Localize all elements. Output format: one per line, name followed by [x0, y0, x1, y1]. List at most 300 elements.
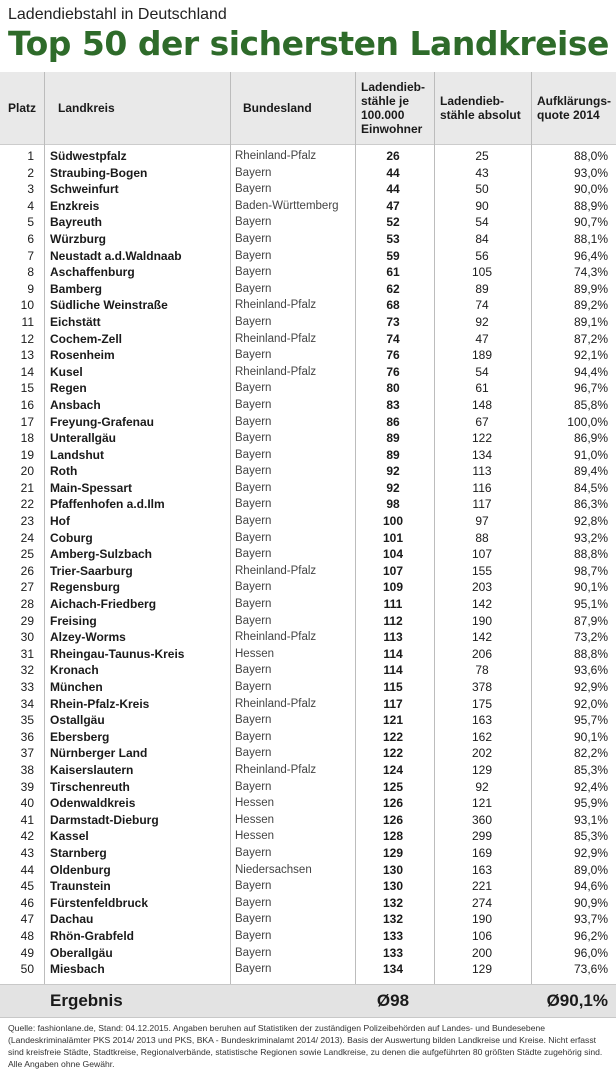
cell-absolut: 203 [471, 580, 493, 595]
cell-quote: 90,7% [573, 215, 608, 230]
cell-rate: 44 [386, 165, 400, 180]
cell-landkreis: Roth [50, 464, 78, 479]
cell-rate: 121 [382, 713, 404, 728]
cell-absolut: 200 [471, 945, 493, 960]
cell-bundesland: Bayern [235, 714, 272, 727]
cell-absolut: 50 [475, 182, 489, 197]
cell-platz: 8 [27, 265, 34, 280]
cell-bundesland: Bayern [235, 498, 272, 511]
cell-quote: 87,2% [573, 331, 608, 346]
cell-absolut: 89 [475, 281, 489, 296]
table-row [0, 845, 616, 862]
cell-rate: 80 [386, 381, 400, 396]
table-row [0, 347, 616, 364]
cell-bundesland: Bayern [235, 315, 272, 328]
cell-quote: 93,0% [573, 165, 608, 180]
cell-absolut: 122 [471, 431, 493, 446]
cell-bundesland: Bayern [235, 282, 272, 295]
cell-absolut: 113 [472, 464, 492, 479]
table-row [0, 281, 616, 298]
table-body [0, 148, 616, 978]
cell-bundesland: Bayern [235, 216, 272, 229]
cell-bundesland: Bayern [235, 448, 272, 461]
cell-landkreis: Bayreuth [50, 215, 103, 230]
table-row [0, 331, 616, 348]
cell-quote: 90,9% [573, 895, 608, 910]
table-row [0, 812, 616, 829]
cell-rate: 53 [386, 231, 400, 246]
cell-absolut: 61 [475, 381, 489, 396]
cell-landkreis: Traunstein [50, 879, 111, 894]
cell-landkreis: Odenwaldkreis [50, 796, 136, 811]
cell-quote: 90,1% [573, 580, 608, 595]
cell-platz: 26 [20, 563, 34, 578]
cell-landkreis: Schweinfurt [50, 182, 119, 197]
cell-platz: 3 [27, 182, 34, 197]
cell-bundesland: Bayern [235, 896, 272, 909]
table-row [0, 696, 616, 713]
summary-row [0, 984, 616, 1018]
table-row [0, 629, 616, 646]
cell-platz: 15 [20, 381, 34, 396]
cell-absolut: 105 [471, 265, 493, 280]
cell-landkreis: Pfaffenhofen a.d.Ilm [50, 497, 165, 512]
cell-bundesland: Bayern [235, 913, 272, 926]
table-row [0, 546, 616, 563]
cell-quote: 96,7% [573, 381, 608, 396]
cell-landkreis: Kusel [50, 364, 83, 379]
cell-quote: 84,5% [573, 480, 608, 495]
cell-bundesland: Baden-Württemberg [235, 199, 339, 212]
cell-landkreis: Neustadt a.d.Waldnaab [50, 248, 182, 263]
cell-rate: 111 [383, 597, 403, 612]
cell-quote: 89,0% [573, 862, 608, 877]
cell-absolut: 56 [475, 248, 489, 263]
table-row [0, 214, 616, 231]
table-row [0, 513, 616, 530]
cell-rate: 44 [386, 182, 400, 197]
cell-quote: 73,2% [573, 630, 608, 645]
cell-absolut: 163 [471, 862, 493, 877]
cell-bundesland: Rheinland-Pfalz [235, 564, 317, 577]
cell-platz: 50 [20, 962, 34, 977]
cell-absolut: 190 [471, 912, 493, 927]
cell-quote: 100,0% [567, 414, 608, 429]
cell-landkreis: Oldenburg [50, 862, 111, 877]
cell-rate: 129 [382, 845, 404, 860]
table-row [0, 364, 616, 381]
cell-bundesland: Bayern [235, 548, 272, 561]
cell-bundesland: Rheinland-Pfalz [235, 763, 317, 776]
cell-bundesland: Bayern [235, 963, 272, 976]
table-row [0, 911, 616, 928]
cell-rate: 114 [383, 663, 403, 678]
cell-landkreis: Hof [50, 514, 70, 529]
cell-bundesland: Rheinland-Pfalz [235, 631, 317, 644]
cell-bundesland: Bayern [235, 929, 272, 942]
cell-platz: 49 [20, 945, 34, 960]
cell-quote: 87,9% [573, 613, 608, 628]
cell-rate: 98 [386, 497, 400, 512]
table-row [0, 496, 616, 513]
cell-rate: 62 [386, 281, 400, 296]
cell-bundesland: Bayern [235, 382, 272, 395]
cell-landkreis: Rosenheim [50, 348, 115, 363]
cell-absolut: 84 [475, 231, 489, 246]
cell-absolut: 47 [475, 331, 489, 346]
table-row [0, 248, 616, 265]
cell-bundesland: Rheinland-Pfalz [235, 299, 317, 312]
cell-absolut: 221 [471, 879, 493, 894]
table-row [0, 729, 616, 746]
cell-bundesland: Rheinland-Pfalz [235, 365, 317, 378]
cell-landkreis: Aschaffenburg [50, 265, 135, 280]
cell-quote: 86,9% [573, 431, 608, 446]
cell-absolut: 90 [475, 198, 489, 213]
cell-rate: 128 [382, 829, 404, 844]
cell-platz: 22 [20, 497, 34, 512]
cell-landkreis: Oberallgäu [50, 945, 113, 960]
cell-platz: 21 [20, 480, 34, 495]
header-bundesland: Bundesland [243, 101, 312, 115]
cell-rate: 92 [386, 480, 400, 495]
cell-quote: 89,2% [573, 298, 608, 313]
cell-landkreis: Bamberg [50, 281, 103, 296]
table-row [0, 447, 616, 464]
cell-platz: 32 [20, 663, 34, 678]
header-rate: Ladendieb-stähle je 100.000 Einwohner [361, 80, 426, 136]
cell-platz: 28 [20, 597, 34, 612]
cell-quote: 89,9% [573, 281, 608, 296]
cell-rate: 86 [386, 414, 400, 429]
cell-quote: 93,1% [573, 812, 608, 827]
cell-bundesland: Bayern [235, 432, 272, 445]
cell-landkreis: München [50, 680, 103, 694]
cell-quote: 98,7% [573, 563, 608, 578]
cell-quote: 92,0% [573, 696, 608, 711]
header-landkreis: Landkreis [58, 101, 115, 115]
cell-rate: 100 [382, 514, 404, 529]
cell-absolut: 175 [471, 696, 493, 711]
table-row [0, 779, 616, 796]
cell-bundesland: Bayern [235, 349, 272, 362]
cell-bundesland: Bayern [235, 531, 272, 544]
table-row [0, 430, 616, 447]
cell-platz: 19 [20, 447, 34, 462]
cell-landkreis: Unterallgäu [50, 431, 117, 446]
cell-bundesland: Bayern [235, 780, 272, 793]
cell-quote: 90,0% [573, 182, 608, 197]
cell-rate: 47 [386, 198, 400, 213]
cell-landkreis: Trier-Saarburg [50, 563, 133, 578]
table-row [0, 762, 616, 779]
cell-absolut: 148 [471, 397, 493, 412]
cell-bundesland: Hessen [235, 797, 274, 810]
cell-quote: 92,8% [573, 514, 608, 529]
table-row [0, 380, 616, 397]
table-row [0, 530, 616, 547]
cell-rate: 104 [382, 547, 404, 562]
cell-platz: 35 [20, 713, 34, 728]
cell-landkreis: Amberg-Sulzbach [50, 547, 153, 562]
cell-platz: 48 [20, 928, 34, 943]
cell-rate: 26 [386, 149, 400, 163]
cell-absolut: 134 [471, 447, 493, 462]
cell-landkreis: Südwestpfalz [50, 149, 127, 163]
cell-rate: 133 [382, 945, 404, 960]
cell-platz: 31 [20, 646, 34, 661]
cell-bundesland: Hessen [235, 813, 274, 826]
cell-landkreis: Straubing-Bogen [50, 165, 148, 180]
cell-platz: 30 [20, 630, 34, 645]
cell-bundesland: Bayern [235, 249, 272, 262]
cell-landkreis: Aichach-Friedberg [50, 597, 157, 612]
cell-bundesland: Bayern [235, 880, 272, 893]
cell-bundesland: Bayern [235, 398, 272, 411]
table-row [0, 397, 616, 414]
cell-bundesland: Rheinland-Pfalz [235, 332, 317, 345]
cell-landkreis: Kaiserslautern [50, 762, 134, 777]
cell-quote: 88,8% [573, 646, 608, 661]
table-row [0, 231, 616, 248]
table-row [0, 463, 616, 480]
cell-rate: 92 [386, 464, 400, 479]
cell-absolut: 299 [471, 829, 493, 844]
cell-rate: 112 [383, 613, 403, 628]
cell-landkreis: Ostallgäu [50, 713, 105, 728]
cell-quote: 92,9% [573, 845, 608, 860]
cell-absolut: 25 [475, 149, 489, 163]
cell-absolut: 117 [472, 497, 492, 512]
cell-quote: 88,8% [573, 547, 608, 562]
cell-platz: 5 [27, 215, 34, 230]
cell-rate: 122 [382, 746, 404, 761]
cell-landkreis: Ansbach [50, 397, 101, 412]
cell-bundesland: Bayern [235, 598, 272, 611]
cell-quote: 95,7% [573, 713, 608, 728]
cell-quote: 96,2% [573, 928, 608, 943]
cell-quote: 88,0% [573, 149, 608, 163]
cell-rate: 126 [382, 796, 404, 811]
cell-landkreis: Freising [50, 613, 97, 628]
summary-label: Ergebnis [50, 991, 123, 1010]
cell-landkreis: Enzkreis [50, 198, 100, 213]
table-row [0, 596, 616, 613]
cell-quote: 94,4% [573, 364, 608, 379]
cell-platz: 45 [20, 879, 34, 894]
cell-platz: 38 [20, 762, 34, 777]
cell-absolut: 116 [472, 480, 492, 495]
cell-rate: 74 [386, 331, 400, 346]
cell-quote: 92,4% [573, 779, 608, 794]
cell-platz: 44 [20, 862, 34, 877]
cell-platz: 37 [20, 746, 34, 761]
cell-platz: 10 [20, 298, 34, 313]
cell-bundesland: Hessen [235, 647, 274, 660]
cell-absolut: 97 [475, 514, 489, 529]
summary-quote: Ø90,1% [546, 991, 608, 1010]
cell-quote: 92,9% [573, 680, 608, 694]
cell-platz: 34 [20, 696, 34, 711]
table-row [0, 862, 616, 879]
cell-bundesland: Bayern [235, 681, 272, 693]
cell-quote: 85,3% [573, 762, 608, 777]
table-row [0, 198, 616, 215]
cell-rate: 124 [382, 762, 404, 777]
cell-platz: 24 [20, 530, 34, 545]
cell-landkreis: Rheingau-Taunus-Kreis [50, 646, 185, 661]
cell-absolut: 202 [471, 746, 493, 761]
cell-landkreis: Main-Spessart [50, 480, 133, 495]
cell-landkreis: Regensburg [50, 580, 121, 595]
cell-platz: 20 [20, 464, 34, 479]
table-row [0, 579, 616, 596]
page-title: Top 50 der sichersten Landkreise [8, 24, 609, 63]
summary-rate: Ø98 [376, 991, 410, 1010]
cell-rate: 130 [382, 879, 404, 894]
table-row [0, 314, 616, 331]
cell-absolut: 378 [471, 680, 493, 694]
cell-quote: 96,4% [573, 248, 608, 263]
cell-absolut: 78 [475, 663, 489, 678]
cell-landkreis: Kassel [50, 829, 89, 844]
cell-rate: 76 [386, 348, 400, 363]
cell-platz: 39 [20, 779, 34, 794]
cell-absolut: 190 [471, 613, 493, 628]
cell-absolut: 106 [471, 928, 493, 943]
table-row [0, 662, 616, 679]
cell-quote: 86,3% [573, 497, 608, 512]
cell-platz: 23 [20, 514, 34, 529]
cell-absolut: 142 [471, 630, 493, 645]
table-row [0, 928, 616, 945]
cell-quote: 92,1% [573, 348, 608, 363]
cell-rate: 122 [382, 729, 404, 744]
cell-rate: 132 [382, 912, 404, 927]
cell-absolut: 88 [475, 530, 489, 545]
table-row [0, 181, 616, 198]
cell-platz: 40 [20, 796, 34, 811]
cell-landkreis: Dachau [50, 912, 94, 927]
cell-rate: 89 [386, 431, 400, 446]
cell-bundesland: Bayern [235, 614, 272, 627]
cell-bundesland: Bayern [235, 166, 272, 179]
cell-bundesland: Bayern [235, 846, 272, 859]
cell-landkreis: Regen [50, 381, 87, 396]
cell-platz: 41 [20, 812, 34, 827]
cell-platz: 16 [20, 397, 34, 412]
source-note: Quelle: fashionlane.de, Stand: 04.12.2015. Angaben beruhen auf Statistiken der zuständigen Polizeibehörden auf Landes- und Bundesebene (Landeskriminalämter PKS 2014/ 2013 und PKS, BKA - Bundeskriminalamt 2014/ 2013). Basis der Auswertung bilden Landkreise und Kreise. Nicht erfasst sind kreisfreie Städte, Stadtkreise, Regionalverbände, statistische Regionen sowie Landkreise, zu denen die aufgeführten 80 größten Städte zugehörig sind. Alle Angaben ohne Gewähr. [8, 1023, 603, 1069]
cell-bundesland: Bayern [235, 515, 272, 528]
cell-absolut: 189 [471, 348, 493, 363]
cell-quote: 82,2% [573, 746, 608, 761]
cell-platz: 25 [20, 547, 34, 562]
cell-absolut: 54 [475, 364, 489, 379]
cell-landkreis: Nürnberger Land [50, 746, 148, 761]
cell-quote: 73,6% [573, 962, 608, 977]
cell-quote: 93,2% [573, 530, 608, 545]
table-row [0, 745, 616, 762]
cell-absolut: 121 [471, 796, 493, 811]
cell-platz: 2 [27, 165, 34, 180]
cell-bundesland: Bayern [235, 415, 272, 428]
cell-quote: 95,9% [573, 796, 608, 811]
table-row [0, 961, 616, 978]
cell-bundesland: Bayern [235, 232, 272, 245]
cell-landkreis: Rhein-Pfalz-Kreis [50, 696, 150, 711]
cell-quote: 85,8% [573, 397, 608, 412]
cell-absolut: 163 [471, 713, 493, 728]
cell-quote: 89,4% [573, 464, 608, 479]
cell-absolut: 155 [471, 563, 493, 578]
cell-rate: 68 [386, 298, 400, 313]
cell-absolut: 206 [471, 646, 493, 661]
cell-absolut: 92 [475, 779, 489, 794]
cell-rate: 89 [386, 447, 400, 462]
cell-absolut: 162 [471, 729, 493, 744]
cell-rate: 107 [382, 563, 404, 578]
cell-platz: 42 [20, 829, 34, 844]
cell-rate: 52 [386, 215, 400, 230]
cell-rate: 134 [382, 962, 404, 977]
cell-rate: 73 [386, 314, 400, 329]
cell-quote: 88,1% [573, 231, 608, 246]
table-row [0, 613, 616, 630]
cell-platz: 4 [27, 198, 34, 213]
cell-platz: 27 [20, 580, 34, 595]
cell-landkreis: Alzey-Worms [50, 630, 126, 645]
cell-landkreis: Freyung-Grafenau [50, 414, 155, 429]
cell-quote: 91,0% [573, 447, 608, 462]
table-row [0, 795, 616, 812]
cell-platz: 11 [21, 314, 34, 329]
cell-bundesland: Niedersachsen [235, 863, 312, 876]
header-platz: Platz [8, 101, 37, 115]
cell-quote: 89,1% [573, 314, 608, 329]
table-row [0, 165, 616, 182]
table-row [0, 563, 616, 580]
table-row [0, 264, 616, 281]
cell-quote: 95,1% [573, 597, 608, 612]
table-row [0, 945, 616, 962]
cell-platz: 46 [20, 895, 34, 910]
table-row [0, 895, 616, 912]
cell-platz: 7 [27, 248, 34, 263]
cell-bundesland: Bayern [235, 183, 272, 196]
cell-bundesland: Bayern [235, 465, 272, 478]
header-absolut: Ladendieb-stähle absolut [440, 94, 521, 122]
cell-quote: 88,9% [573, 198, 608, 213]
cell-bundesland: Bayern [235, 730, 272, 743]
cell-landkreis: Ebersberg [50, 729, 110, 744]
cell-platz: 36 [20, 729, 34, 744]
cell-rate: 130 [382, 862, 404, 877]
cell-rate: 126 [382, 812, 404, 827]
cell-rate: 61 [386, 265, 400, 280]
cell-bundesland: Rheinland-Pfalz [235, 697, 317, 710]
table-row [0, 480, 616, 497]
cell-bundesland: Bayern [235, 747, 272, 760]
table-row [0, 414, 616, 431]
cell-landkreis: Eichstätt [50, 314, 101, 329]
cell-platz: 33 [20, 680, 34, 694]
cell-rate: 113 [383, 630, 403, 645]
cell-landkreis: Starnberg [50, 845, 107, 860]
cell-landkreis: Rhön-Grabfeld [50, 928, 134, 943]
cell-landkreis: Miesbach [50, 962, 105, 977]
table-row [0, 148, 616, 165]
cell-bundesland: Bayern [235, 946, 272, 959]
